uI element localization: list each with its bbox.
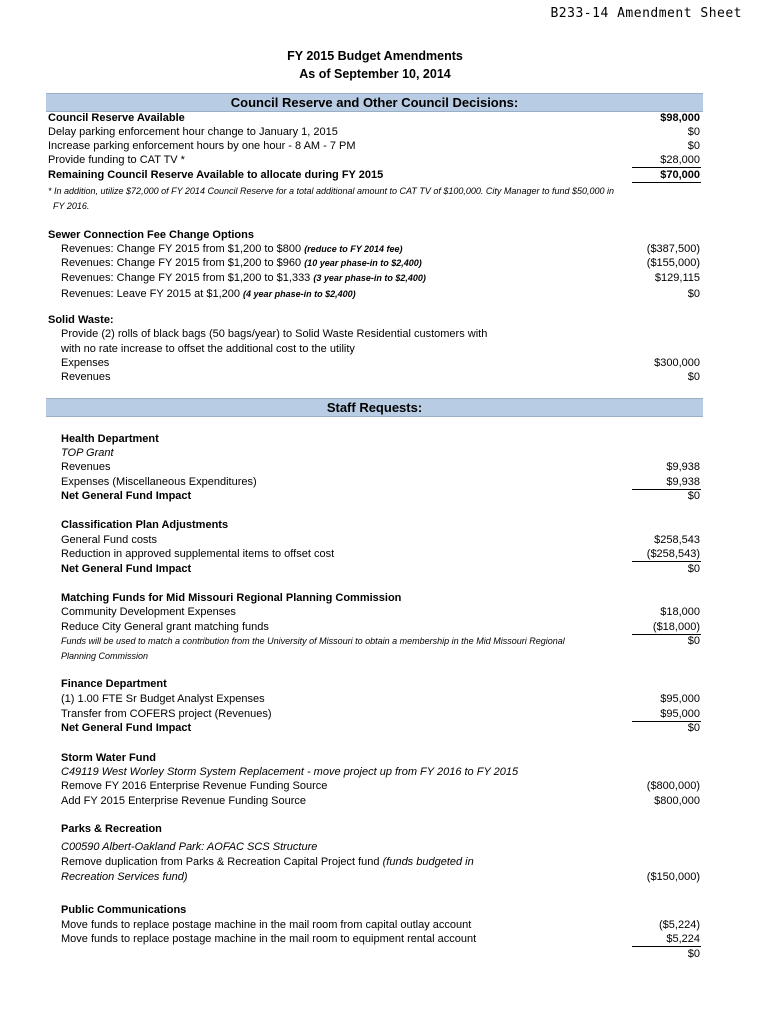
row-value: ($258,543) [646, 548, 700, 560]
row-label: Revenues [61, 461, 111, 473]
row-label: Expenses (Miscellaneous Expenditures) [61, 476, 257, 488]
solid-waste-expenses-row [61, 356, 700, 370]
council-section-band: Council Reserve and Other Council Decisions: [46, 93, 703, 112]
row-label: Reduce City General grant matching funds [61, 621, 269, 633]
row-value: ($155,000) [646, 257, 700, 269]
row-label: Expenses [61, 357, 110, 369]
row-label: Community Development Expenses [61, 606, 236, 618]
cat-tv-row [48, 153, 700, 167]
row-label: Revenues [61, 371, 111, 383]
row-label: Council Reserve Available [48, 112, 185, 124]
solid-waste-revenues-row [61, 370, 700, 384]
row-value: $95,000 [660, 708, 700, 720]
remaining-reserve-row [48, 168, 700, 182]
storm-remove-row [61, 779, 700, 793]
page-title: FY 2015 Budget Amendments [287, 49, 463, 63]
finance-expenses-row [61, 692, 700, 706]
solid-waste-heading: Solid Waste: [48, 314, 114, 326]
row-value: $0 [687, 288, 700, 300]
row-label: Increase parking enforcement hours by one hour - 8 AM - 7 PM [48, 140, 356, 152]
parking-delay-row [48, 125, 700, 139]
row-label: Net General Fund Impact [61, 563, 192, 575]
row-value: $800,000 [654, 795, 700, 807]
row-label: Revenues: Change FY 2015 from $1,200 to $800 [61, 243, 305, 255]
row-value: ($5,224) [659, 919, 700, 931]
row-label: Net General Fund Impact [61, 722, 192, 734]
page-subtitle: As of September 10, 2014 [299, 67, 451, 81]
staff-section-band: Staff Requests: [46, 398, 703, 417]
row-label: Revenues: Change FY 2015 from $1,200 to $1,333 [61, 272, 314, 284]
parks-desc-1 [61, 855, 700, 869]
row-value: $258,543 [654, 534, 700, 546]
health-net-row [61, 489, 700, 503]
row-label: Move funds to replace postage machine in the mail room from capital outlay account [61, 919, 472, 931]
matching-note-row [61, 634, 700, 648]
storm-add-row [61, 794, 700, 808]
row-label: (1) 1.00 FTE Sr Budget Analyst Expenses [61, 693, 265, 705]
row-note: (3 year phase-in to $2,400) [313, 273, 426, 283]
row-label: Recreation Services fund) [61, 871, 188, 883]
row-label: Remove duplication from Parks & Recreation Capital Project fund [61, 856, 383, 868]
row-label: Provide funding to CAT TV * [48, 154, 185, 166]
row-value: ($800,000) [646, 780, 700, 792]
row-value: $0 [687, 371, 700, 383]
council-footnote-2: FY 2016. [53, 201, 90, 211]
row-label: Revenues: Leave FY 2015 at $1,200 [61, 288, 244, 300]
row-value: $9,938 [666, 476, 700, 488]
row-value: $28,000 [660, 154, 700, 166]
total-rule [632, 182, 701, 183]
row-value: $300,000 [654, 357, 700, 369]
parks-heading: Parks & Recreation [61, 823, 162, 835]
row-value: $0 [687, 563, 700, 575]
public-comm-heading: Public Communications [61, 904, 187, 916]
finance-net-row [61, 721, 700, 735]
row-value: $98,000 [660, 112, 700, 124]
row-value: $18,000 [660, 606, 700, 618]
row-value: $129,115 [654, 272, 700, 284]
row-label: Remove FY 2016 Enterprise Revenue Funding Source [61, 780, 328, 792]
row-value: $0 [687, 140, 700, 152]
document-id: B233-14 Amendment Sheet [550, 6, 742, 21]
solid-waste-desc-1: Provide (2) rolls of black bags (50 bags/year) to Solid Waste Residential customers with [61, 328, 488, 340]
row-note: (funds budgeted in [382, 856, 474, 868]
council-reserve-row [48, 111, 700, 125]
public-comm-line1-row [61, 918, 700, 932]
row-label: General Fund costs [61, 534, 157, 546]
finance-heading: Finance Department [61, 678, 167, 690]
row-value: $0 [687, 722, 700, 734]
classification-costs-row [61, 533, 700, 547]
classification-heading: Classification Plan Adjustments [61, 519, 229, 531]
row-label: Add FY 2015 Enterprise Revenue Funding Source [61, 795, 307, 807]
storm-heading: Storm Water Fund [61, 752, 156, 764]
row-label: Reduction in approved supplemental items to offset cost [61, 548, 335, 560]
parking-hours-row [48, 139, 700, 153]
matching-heading: Matching Funds for Mid Missouri Regional Planning Commission [61, 592, 402, 604]
row-value: $0 [687, 126, 700, 138]
row-value: ($150,000) [646, 871, 700, 883]
row-note: (4 year phase-in to $2,400) [243, 289, 356, 299]
matching-expenses-row [61, 605, 700, 619]
row-value: $95,000 [660, 693, 700, 705]
health-revenues-row [61, 460, 700, 474]
classification-reduction-row [61, 547, 700, 561]
row-note: Funds will be used to match a contribution from the University of Missouri to obtain a membership in the Mid Missouri Regional [61, 636, 565, 646]
row-label: Net General Fund Impact [61, 490, 192, 502]
parks-desc-2-row [61, 870, 700, 884]
row-label: Transfer from COFERS project (Revenues) [61, 708, 272, 720]
row-value: $0 [687, 490, 700, 502]
classification-net-row [61, 562, 700, 576]
row-label: Remaining Council Reserve Available to allocate during FY 2015 [48, 169, 384, 181]
finance-transfer-row [61, 707, 700, 721]
health-subheading: TOP Grant [61, 447, 114, 459]
storm-subheading: C49119 West Worley Storm System Replacement - move project up from FY 2016 to FY 2015 [61, 766, 519, 778]
sewer-option-row [61, 256, 700, 270]
public-comm-line2-row [61, 932, 700, 946]
solid-waste-desc-2: with no rate increase to offset the additional cost to the utility [61, 343, 355, 355]
health-expenses-row [61, 475, 700, 489]
row-value: $0 [687, 948, 700, 960]
row-value: $70,000 [660, 169, 700, 181]
row-label: Revenues: Change FY 2015 from $1,200 to $960 [61, 257, 305, 269]
sewer-heading: Sewer Connection Fee Change Options [48, 229, 254, 241]
row-label: Delay parking enforcement hour change to January 1, 2015 [48, 126, 338, 138]
matching-reduce-row [61, 620, 700, 634]
row-value: ($387,500) [646, 243, 700, 255]
row-label: Move funds to replace postage machine in the mail room to equipment rental account [61, 933, 477, 945]
sewer-option-row [61, 287, 700, 301]
sewer-option-row [61, 271, 700, 285]
row-value: ($18,000) [652, 621, 700, 633]
matching-note-2: Planning Commission [61, 651, 149, 661]
row-value: $5,224 [666, 933, 700, 945]
row-value: $0 [687, 635, 700, 647]
public-comm-net-row [61, 947, 700, 961]
sewer-option-row [61, 242, 700, 256]
row-note: (reduce to FY 2014 fee) [304, 244, 403, 254]
row-note: (10 year phase-in to $2,400) [304, 258, 422, 268]
health-heading: Health Department [61, 433, 159, 445]
row-value: $9,938 [666, 461, 700, 473]
parks-subheading: C00590 Albert-Oakland Park: AOFAC SCS Structure [61, 841, 318, 853]
council-footnote-1: * In addition, utilize $72,000 of FY 2014 Council Reserve for a total additional amount to CAT TV of $100,000. City Manager to fund $50,000 in [48, 186, 615, 196]
